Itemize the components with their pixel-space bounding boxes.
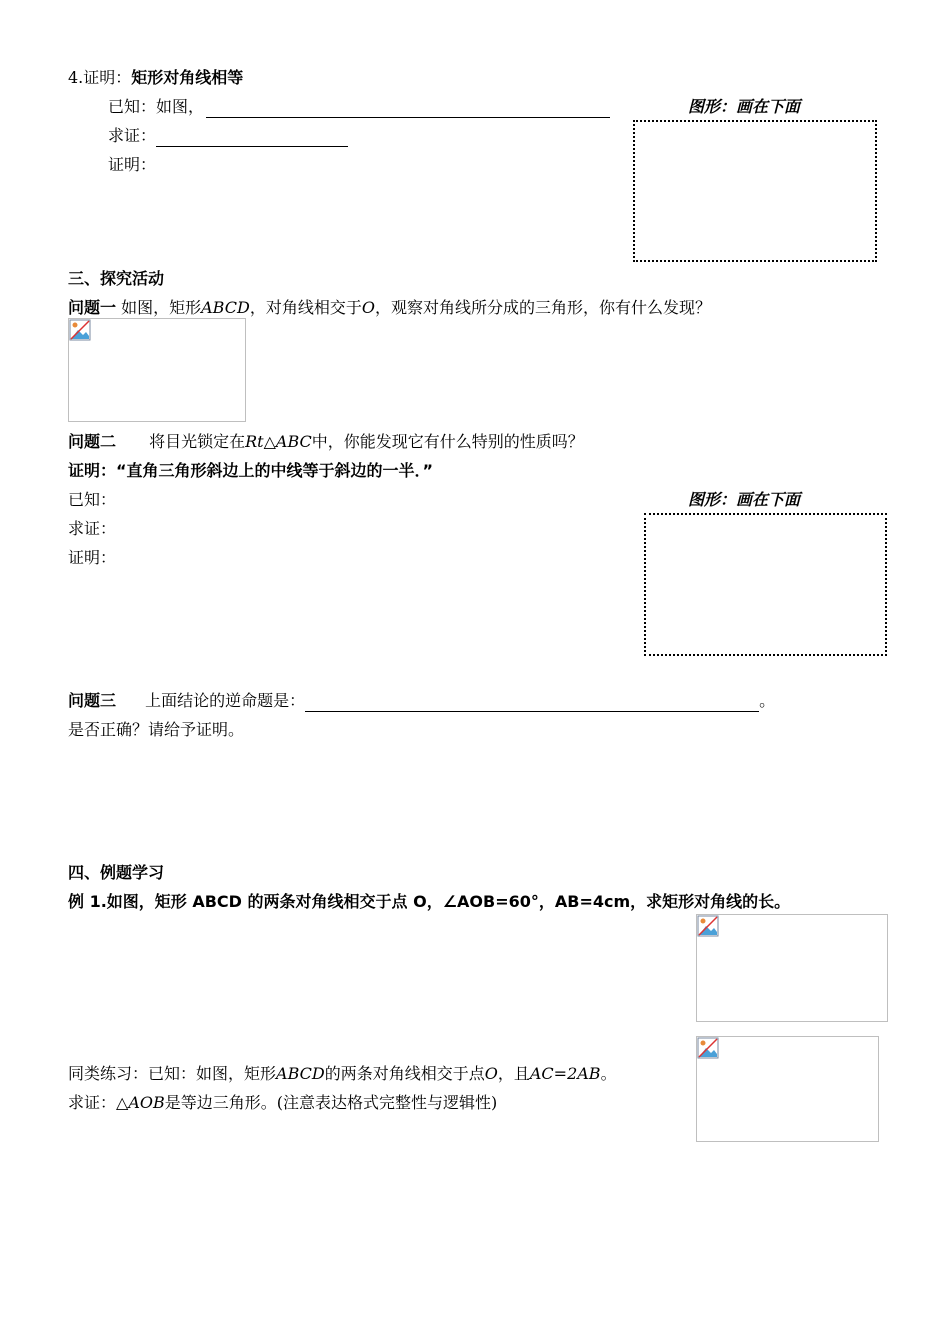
broken-image-icon (697, 915, 719, 937)
item4-figure-box[interactable] (633, 120, 877, 262)
q3-line (68, 690, 775, 712)
practice-text-c: ，且 (497, 1064, 530, 1083)
q1-label: 问题一 (68, 298, 117, 317)
item4-heading (68, 67, 243, 89)
broken-image-icon (69, 319, 91, 341)
item4-prove-label: 求证： (108, 126, 157, 145)
practice-line (68, 1063, 617, 1085)
q1-text-c: ，观察对角线所分成的三角形，你有什么发现？ (374, 298, 711, 317)
q2-line (68, 431, 584, 453)
item4-known-line (108, 96, 610, 118)
s3-known-label: 已知： (68, 490, 117, 509)
q3-end: 。 (759, 691, 776, 710)
example1-text: 例 1.如图，矩形 ABCD 的两条对角线相交于点 O，∠AOB=60°，AB=4cm，求矩形对角线的长。 (68, 892, 791, 911)
item4-known-label: 已知：如图， (108, 97, 205, 116)
practice-text-d: 。 (600, 1064, 617, 1083)
q3-text: 上面结论的逆命题是： (145, 691, 306, 710)
s3-prove-label: 求证： (68, 519, 117, 538)
q2-text-a: 将目光锁定在 (149, 432, 246, 451)
practice-aob: AOB (128, 1093, 165, 1112)
q3-blank[interactable] (305, 695, 759, 712)
q1-line (68, 297, 711, 319)
q1-text-b: ，对角线相交于 (249, 298, 362, 317)
practice-o: O (484, 1064, 498, 1083)
practice-text-a: 同类练习：已知：如图，矩形 (68, 1064, 277, 1083)
section4-heading: 四、例题学习 (68, 863, 165, 882)
q1-text-a: 如图，矩形 (121, 298, 202, 317)
q1-abcd: ABCD (201, 298, 250, 317)
item4-proof-label: 证明： (108, 155, 157, 174)
item4-title: 矩形对角线相等 (131, 68, 244, 87)
practice-prove-line (68, 1092, 497, 1114)
s3-proof-label: 证明： (68, 548, 117, 567)
practice-prove-a: 求证：△ (68, 1093, 129, 1112)
example1-figure-image (696, 914, 888, 1022)
s3-figure-label: 图形：画在下面 (688, 490, 801, 509)
item4-prove-blank[interactable] (156, 130, 348, 147)
q2-text-b: 中，你能发现它有什么特别的性质吗？ (311, 432, 584, 451)
q2-label: 问题二 (68, 432, 117, 451)
q3-label: 问题三 (68, 691, 117, 710)
item4-known-blank[interactable] (206, 101, 610, 118)
item4-prove-line (108, 125, 348, 147)
item4-figure-label: 图形：画在下面 (688, 97, 801, 116)
broken-image-icon (697, 1037, 719, 1059)
practice-abcd: ABCD (276, 1064, 325, 1083)
q1-figure-image (68, 318, 246, 422)
section3-heading: 三、探究活动 (68, 269, 165, 288)
item4-number: 4.证明： (68, 68, 132, 87)
q3-line2: 是否正确？请给予证明。 (68, 720, 245, 739)
proof-title: 证明：“直角三角形斜边上的中线等于斜边的一半．” (68, 461, 434, 480)
practice-figure-image (696, 1036, 879, 1142)
practice-text-b: 的两条对角线相交于点 (324, 1064, 485, 1083)
practice-eq: AC=2AB (529, 1064, 601, 1083)
practice-prove-b: 是等边三角形。(注意表达格式完整性与逻辑性) (164, 1093, 498, 1112)
s3-figure-box[interactable] (644, 513, 887, 656)
q1-o: O (361, 298, 375, 317)
q2-rt-abc: Rt△ABC (245, 432, 312, 451)
